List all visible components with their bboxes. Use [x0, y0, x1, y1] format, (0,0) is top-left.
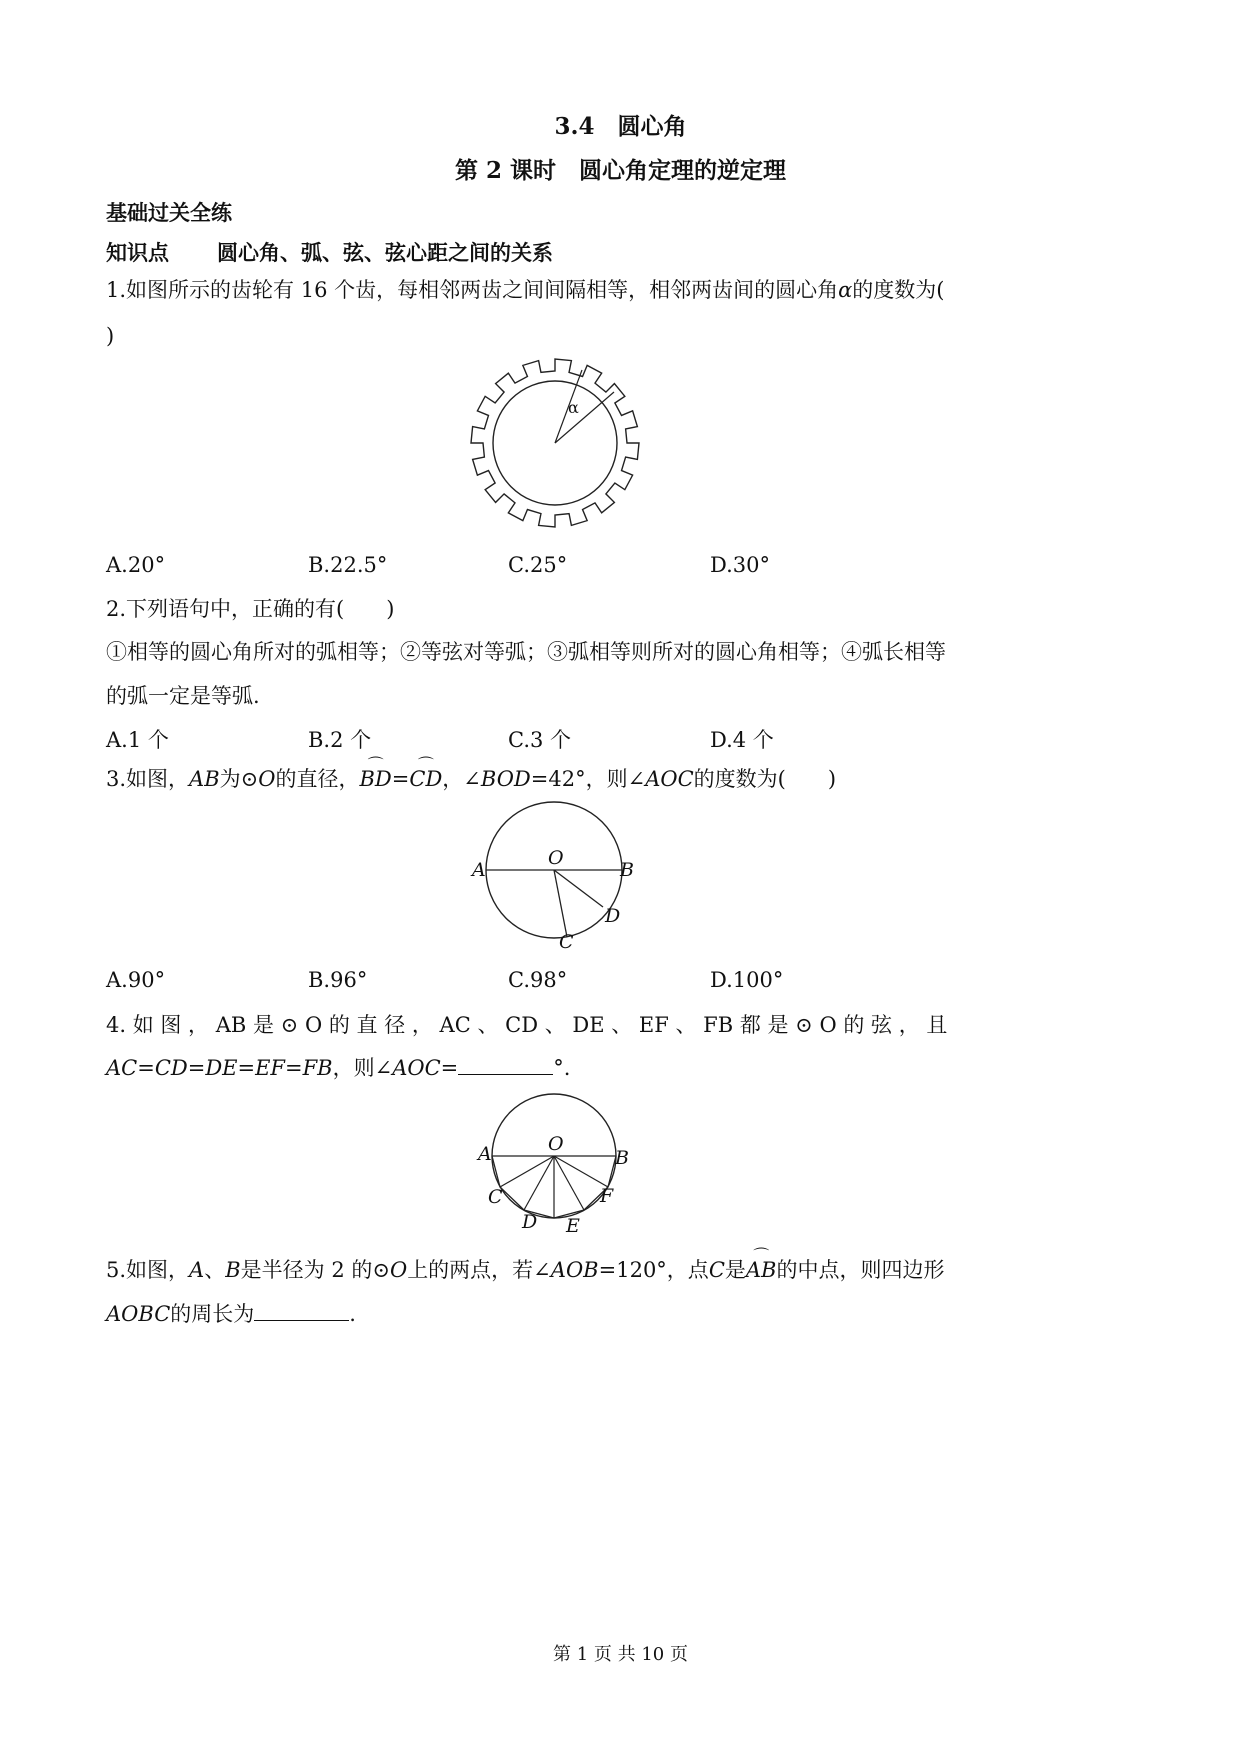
- q5-p4: 上的两点，若∠: [407, 1258, 551, 1282]
- section-title: 3.4 圆心角: [554, 113, 687, 140]
- q4-label-o: O: [548, 1133, 564, 1155]
- q2-option-c[interactable]: C.3 个: [508, 728, 572, 752]
- q4-figure: [470, 1090, 640, 1235]
- q3-segment-oc: [554, 870, 567, 937]
- q4-label-b: B: [615, 1147, 629, 1169]
- q3-label-a: A: [472, 859, 486, 881]
- q5-line2: [106, 1298, 356, 1330]
- q1-option-b[interactable]: B.22.5°: [308, 553, 388, 577]
- q5-aob: AOB: [550, 1258, 599, 1282]
- q1-option-c[interactable]: C.25°: [508, 553, 568, 577]
- q4-label-d: D: [522, 1211, 538, 1233]
- q3-option-b[interactable]: B.96°: [308, 968, 368, 992]
- q3-label-b: B: [620, 859, 634, 881]
- q2-option-b[interactable]: B.2 个: [308, 728, 372, 752]
- q5-perimeter-text: 的周长为: [170, 1302, 255, 1326]
- q3-label-o: O: [548, 847, 564, 869]
- q3-option-a[interactable]: A.90°: [106, 968, 166, 992]
- q5-c: C: [708, 1258, 725, 1282]
- q3-o: O: [258, 767, 276, 791]
- gear-figure: [470, 358, 640, 528]
- q5-b: B: [225, 1258, 241, 1282]
- q1-option-d[interactable]: D.30°: [710, 553, 770, 577]
- q2-statements: ①相等的圆心角所对的弧相等；②等弦对等弧；③弧相等则所对的圆心角相等；④弧长相等: [106, 640, 946, 664]
- q3-p6: 的度数为( ): [693, 767, 837, 791]
- q4-label-a: A: [478, 1143, 492, 1165]
- q5-aobc: AOBC: [106, 1302, 171, 1326]
- q3-p1: 3.如图，: [106, 767, 190, 791]
- q3-bod: BOD: [480, 767, 531, 791]
- knowledge-point-topic: 圆心角、弧、弦、弦心距之间的关系: [217, 240, 553, 265]
- q5-o: O: [389, 1258, 408, 1282]
- q5-p1: 5.如图，: [106, 1258, 190, 1282]
- q4-label-f: F: [600, 1185, 614, 1207]
- q3-arc-cd: ⌒ CD: [409, 763, 442, 795]
- q5-p7: 的中点，则四边形: [776, 1258, 945, 1282]
- question-5: [106, 1254, 945, 1286]
- q4-chords: AC=CD=DE=EF=FB: [106, 1056, 333, 1080]
- q1-close: ): [106, 324, 115, 348]
- q4-line2: [106, 1052, 570, 1084]
- question-3: [106, 763, 836, 795]
- q3-label-c: C: [559, 931, 574, 953]
- q3-option-d[interactable]: D.100°: [710, 968, 784, 992]
- q2-statements-cont: 的弧一定是等弧.: [106, 684, 260, 708]
- page-footer: 第 1 页 共 10 页: [553, 1644, 688, 1665]
- q1-option-a[interactable]: A.20°: [106, 553, 166, 577]
- q3-p4: ，∠: [442, 767, 481, 791]
- q3-p5: =42°，则∠: [530, 767, 646, 791]
- q1-tail: 的度数为(: [852, 278, 945, 302]
- q1-stem: 1.如图所示的齿轮有 16 个齿，每相邻两齿之间间隔相等，相邻两齿间的圆心角: [106, 278, 839, 302]
- knowledge-point: [106, 237, 553, 267]
- q3-option-c[interactable]: C.98°: [508, 968, 568, 992]
- q5-arc-ab: ⌒ AB: [746, 1254, 777, 1286]
- gear-alpha-label: α: [568, 398, 579, 417]
- q4-degree: °.: [553, 1056, 571, 1080]
- q5-answer-blank[interactable]: [254, 1298, 349, 1321]
- q4-label-e: E: [566, 1215, 580, 1235]
- q4-aoc: AOC: [392, 1056, 441, 1080]
- q5-p6: 是: [724, 1258, 746, 1282]
- q5-period: .: [349, 1302, 356, 1326]
- q3-label-d: D: [605, 905, 621, 927]
- q3-arc-bd: ⌒ BD: [359, 763, 391, 795]
- q5-p3: 是半径为 2 的⊙: [240, 1258, 390, 1282]
- q4-label-c: C: [488, 1186, 503, 1208]
- q5-a: A: [189, 1258, 205, 1282]
- q3-p2: 为⊙: [219, 767, 259, 791]
- q3-p3: 的直径，: [275, 767, 360, 791]
- q4-eq: =: [440, 1056, 459, 1080]
- knowledge-point-label: 知识点: [106, 240, 169, 265]
- q2-option-d[interactable]: D.4 个: [710, 728, 774, 752]
- q4-then: ，则∠: [332, 1056, 393, 1080]
- q2-option-a[interactable]: A.1 个: [106, 728, 169, 752]
- q4-answer-blank[interactable]: [458, 1052, 553, 1075]
- q3-ab: AB: [189, 767, 220, 791]
- q3-segment-od: [554, 870, 603, 907]
- question-1: [106, 274, 1136, 306]
- q3-eq: =: [391, 767, 410, 791]
- q4-line1: 4. 如 图 ， AB 是 ⊙ O 的 直 径 ， AC 、 CD 、 DE 、 EF 、 FB 都 是 ⊙ O 的 弦 ， 且: [106, 1013, 948, 1037]
- q2-stem: 2.下列语句中，正确的有( ): [106, 597, 395, 621]
- lesson-title: 第 2 课时 圆心角定理的逆定理: [454, 157, 787, 184]
- q3-figure: [470, 800, 640, 960]
- practice-label: 基础过关全练: [106, 200, 232, 225]
- q5-p5: =120°，点: [598, 1258, 709, 1282]
- q5-p2: 、: [204, 1258, 226, 1282]
- q1-var: α: [838, 278, 853, 302]
- q3-aoc: AOC: [645, 767, 694, 791]
